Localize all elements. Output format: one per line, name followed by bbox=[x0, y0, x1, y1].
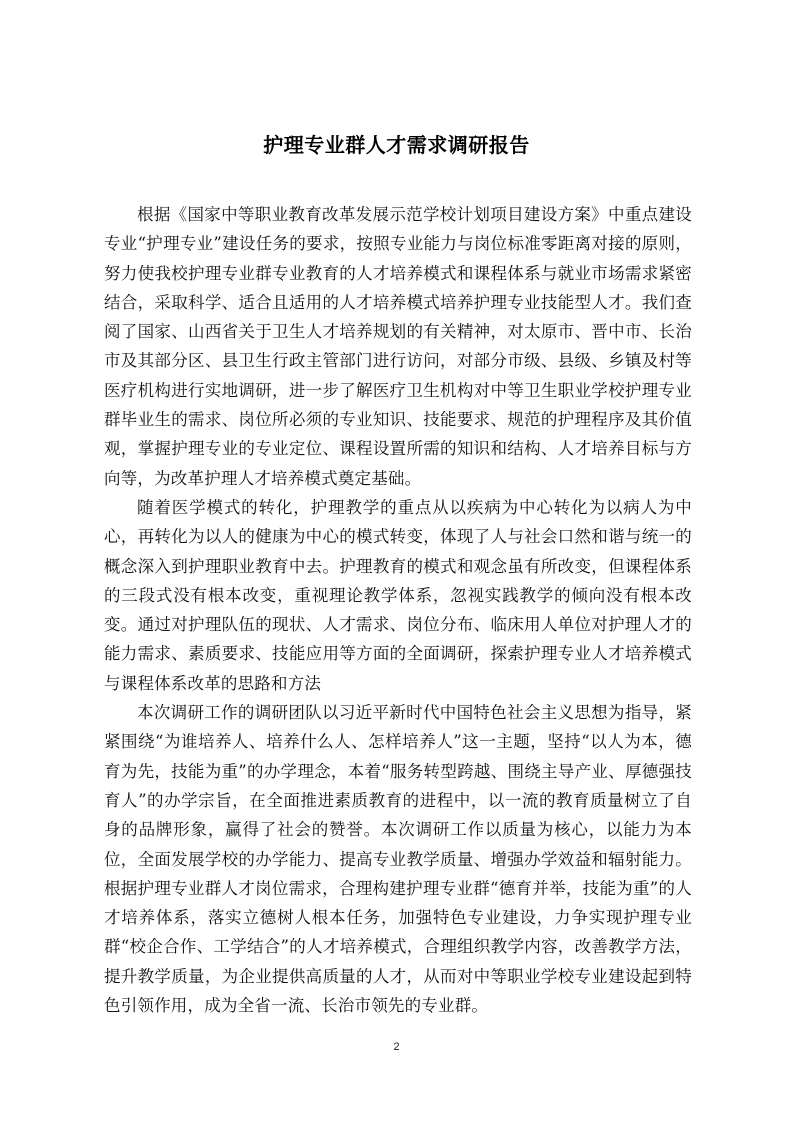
paragraph-3: 本次调研工作的调研团队以习近平新时代中国特色社会主义思想为指导，紧紧围绕“为谁培养人、培养什么人、怎样培养人”这一主题，坚持“以人为本，德育为先，技能为重”的办学理念，本着“服务转型跨越、围绕主导产业、厚德强技育人”的办学宗旨，在全面推进素质教育的进程中，以一流的教育质量树立了自身的品牌形象，赢得了社会的赞誉。本次调研工作以质量为核心，以能力为本位，全面发展学校的办学能力、提高专业教学质量、增强办学效益和辐射能力。根据护理专业群人才岗位需求，合理构建护理专业群“德育并举，技能为重”的人才培养体系，落实立德树人根本任务，加强特色专业建设，力争实现护理专业群“校企合作、工学结合”的人才培养模式，合理组织教学内容，改善教学方法，提升教学质量，为企业提供高质量的人才，从而对中等职业学校专业建设起到特色引领作用，成为全省一流、长治市领先的专业群。 bbox=[104, 703, 692, 1016]
document-body bbox=[104, 200, 692, 1020]
paragraph-2: 随着医学模式的转化，护理教学的重点从以疾病为中心转化为以病人为中心，再转化为以人的健康为中心的模式转变，体现了人与社会口然和谐与统一的概念深入到护理职业教育中去。护理教育的模式和观念虽有所改变，但课程体系的三段式没有根本改变，重视理论教学体系，忽视实践教学的倾向没有根本改变。通过对护理队伍的现状、人才需求、岗位分布、临床用人单位对护理人才的能力需求、素质要求、技能应用等方面的全面调研，探索护理专业人才培养模式与课程体系改革的思路和方法 bbox=[104, 497, 692, 693]
paragraph-1: 根据《国家中等职业教育改革发展示范学校计划项目建设方案》中重点建设专业“护理专业”建设任务的要求，按照专业能力与岗位标准零距离对接的原则，努力使我校护理专业群专业教育的人才培养模式和课程体系与就业市场需求紧密结合，采取科学、适合且适用的人才培养模式培养护理专业技能型人才。我们查阅了国家、山西省关于卫生人才培养规划的有关精神，对太原市、晋中市、长治市及其部分区、县卫生行政主管部门进行访问，对部分市级、县级、乡镇及村等医疗机构进行实地调研，进一步了解医疗卫生机构对中等卫生职业学校护理专业群毕业生的需求、岗位所必须的专业知识、技能要求、规范的护理程序及其价值观，掌握护理专业的专业定位、课程设置所需的知识和结构、人才培养目标与方向等，为改革护理人才培养模式奠定基础。 bbox=[104, 205, 692, 488]
document-title: 护理专业群人才需求调研报告 bbox=[263, 133, 530, 157]
page-number: 2 bbox=[393, 1041, 400, 1053]
